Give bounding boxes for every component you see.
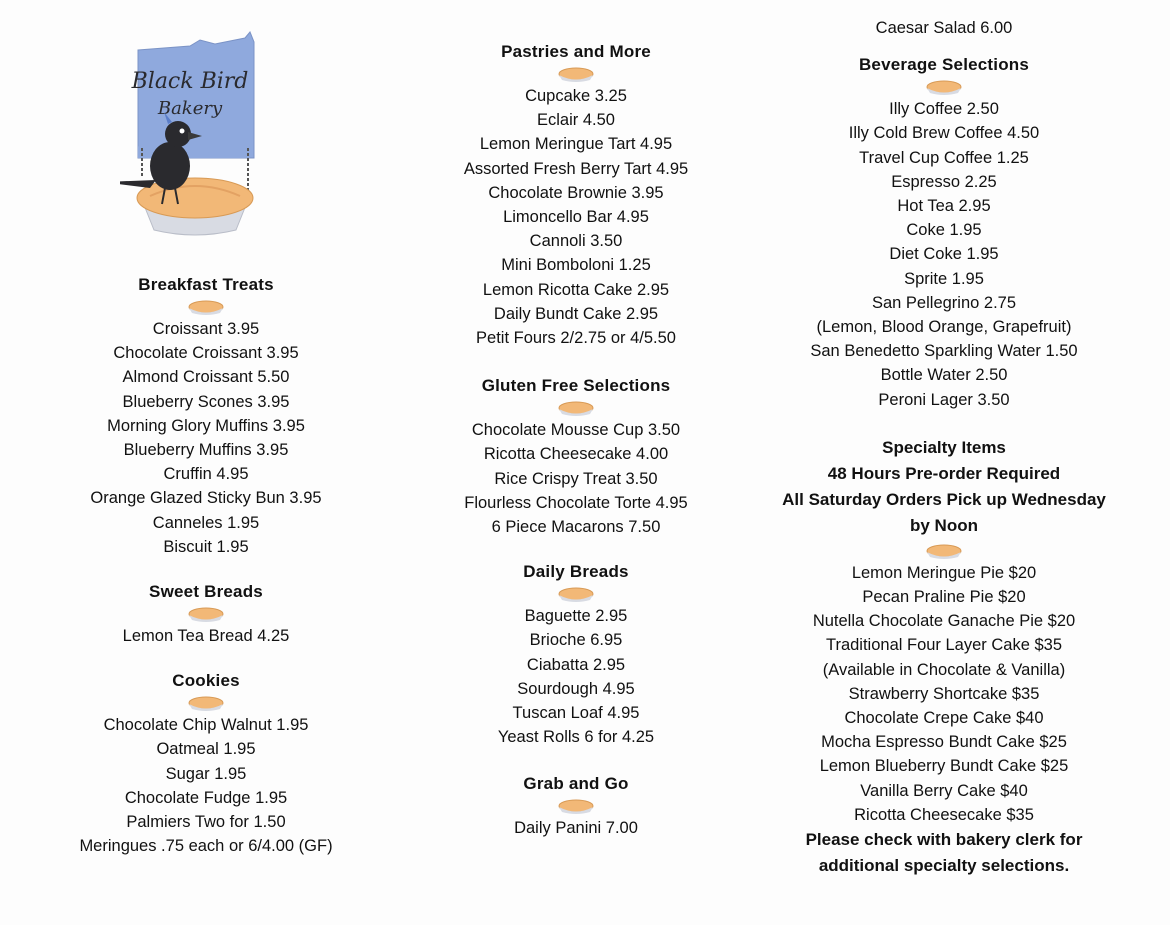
pie-icon <box>556 66 596 82</box>
cookie-item: Chocolate Chip Walnut 1.95 <box>103 716 309 735</box>
breakfast-heading: Breakfast Treats <box>138 275 274 294</box>
cookie-item: Meringues .75 each or 6/4.00 (GF) <box>79 837 333 856</box>
beverage-item: Diet Coke 1.95 <box>889 245 999 264</box>
pastry-item: Lemon Meringue Tart 4.95 <box>479 135 673 154</box>
pie-icon <box>924 543 964 559</box>
pie-icon <box>556 400 596 416</box>
breakfast-item: Blueberry Muffins 3.95 <box>123 441 289 460</box>
breakfast-item: Morning Glory Muffins 3.95 <box>107 416 305 435</box>
specialty-item: Traditional Four Layer Cake $35 <box>825 636 1062 655</box>
specialty-item: Lemon Blueberry Bundt Cake $25 <box>819 757 1069 776</box>
pastry-item: Lemon Ricotta Cake 2.95 <box>482 280 670 299</box>
beverage-item: Coke 1.95 <box>906 221 982 240</box>
specialty-item: Lemon Meringue Pie $20 <box>851 563 1037 582</box>
gluten-free-item: Ricotta Cheesecake 4.00 <box>483 445 669 464</box>
cookie-item: Oatmeal 1.95 <box>156 740 256 759</box>
beverage-item: Hot Tea 2.95 <box>897 197 991 216</box>
caesar-salad-item: Caesar Salad 6.00 <box>875 19 1013 37</box>
grab-and-go-item: Daily Panini 7.00 <box>514 819 638 838</box>
pie-icon <box>556 586 596 602</box>
left-column <box>40 0 372 858</box>
pastries-section <box>410 42 742 350</box>
blackbird-bakery-logo-icon <box>120 28 280 238</box>
daily-breads-heading: Daily Breads <box>523 562 629 582</box>
sweet-breads-section <box>40 582 372 648</box>
pie-icon <box>186 299 226 315</box>
gluten-free-item: Rice Crispy Treat 3.50 <box>494 469 658 488</box>
specialty-item: Nutella Chocolate Ganache Pie $20 <box>812 612 1076 631</box>
specialty-item: Ricotta Cheesecake $35 <box>854 805 1034 824</box>
beverage-item: Travel Cup Coffee 1.25 <box>859 148 1029 167</box>
middle-column <box>410 0 742 841</box>
beverage-item: Sprite 1.95 <box>904 269 984 288</box>
pastry-item: Cannoli 3.50 <box>529 232 623 251</box>
right-column <box>758 0 1130 879</box>
gluten-free-item: Chocolate Mousse Cup 3.50 <box>471 421 681 440</box>
specialty-heading: Specialty Items <box>882 437 1006 457</box>
cookie-item: Sugar 1.95 <box>165 764 247 783</box>
specialty-pickup-notice: All Saturday Orders Pick up Wednesday <box>782 489 1106 509</box>
pastry-item: Eclair 4.50 <box>537 111 615 130</box>
beverage-item: Illy Coffee 2.50 <box>889 100 999 119</box>
breakfast-item: Cruffin 4.95 <box>163 465 249 484</box>
daily-bread-item: Tuscan Loaf 4.95 <box>512 704 640 723</box>
cookies-section <box>40 671 372 858</box>
specialty-section <box>758 435 1130 879</box>
specialty-item: Mocha Espresso Bundt Cake $25 <box>821 733 1067 752</box>
beverage-item: San Benedetto Sparkling Water 1.50 <box>810 342 1078 361</box>
grab-and-go-heading: Grab and Go <box>523 774 629 794</box>
specialty-item: Vanilla Berry Cake $40 <box>860 781 1028 800</box>
cookies-heading: Cookies <box>172 671 240 691</box>
beverages-section <box>758 55 1130 412</box>
breakfast-item: Almond Croissant 5.50 <box>122 368 290 387</box>
beverage-item: Espresso 2.25 <box>891 172 997 191</box>
specialty-note: additional specialty selections. <box>818 856 1070 876</box>
beverage-item: Bottle Water 2.50 <box>880 366 1008 385</box>
bakery-logo <box>120 28 280 238</box>
gluten-free-item: 6 Piece Macarons 7.50 <box>491 518 661 537</box>
pastry-item: Assorted Fresh Berry Tart 4.95 <box>463 159 689 178</box>
pastry-item: Mini Bomboloni 1.25 <box>501 256 651 275</box>
specialty-item: Strawberry Shortcake $35 <box>848 684 1040 703</box>
sweet-breads-heading: Sweet Breads <box>149 582 263 602</box>
pie-icon <box>924 79 964 95</box>
pie-icon <box>186 606 226 622</box>
specialty-note: Please check with bakery clerk for <box>805 830 1083 850</box>
specialty-pickup-notice-cont: by Noon <box>910 515 978 535</box>
specialty-item: Chocolate Crepe Cake $40 <box>844 709 1044 728</box>
daily-bread-item: Yeast Rolls 6 for 4.25 <box>497 728 655 747</box>
beverages-heading: Beverage Selections <box>858 55 1030 75</box>
pastry-item: Chocolate Brownie 3.95 <box>488 183 664 202</box>
breakfast-item: Croissant 3.95 <box>152 320 260 338</box>
pastry-item: Petit Fours 2/2.75 or 4/5.50 <box>476 329 676 348</box>
svg-text:Bakery: Bakery <box>157 98 223 119</box>
beverage-item: San Pellegrino 2.75 <box>871 293 1017 312</box>
daily-bread-item: Ciabatta 2.95 <box>526 655 626 674</box>
specialty-item: (Available in Chocolate & Vanilla) <box>822 660 1066 679</box>
pastry-item: Cupcake 3.25 <box>525 87 627 105</box>
gluten-free-section <box>410 376 742 539</box>
beverage-item: (Lemon, Blood Orange, Grapefruit) <box>816 318 1072 337</box>
sweet-bread-item: Lemon Tea Bread 4.25 <box>122 627 290 646</box>
pastry-item: Limoncello Bar 4.95 <box>503 208 649 227</box>
specialty-preorder-notice: 48 Hours Pre-order Required <box>827 463 1061 483</box>
gluten-free-item: Flourless Chocolate Torte 4.95 <box>464 493 688 512</box>
pie-icon <box>556 798 596 814</box>
breakfast-item: Orange Glazed Sticky Bun 3.95 <box>90 489 322 508</box>
breakfast-item: Blueberry Scones 3.95 <box>122 392 290 411</box>
breakfast-item: Biscuit 1.95 <box>163 537 249 556</box>
pie-icon <box>186 695 226 711</box>
pastries-heading: Pastries and More <box>501 42 651 61</box>
grab-and-go-section <box>410 774 742 840</box>
breakfast-item: Chocolate Croissant 3.95 <box>113 344 299 363</box>
pastry-item: Daily Bundt Cake 2.95 <box>493 304 659 323</box>
breakfast-item: Canneles 1.95 <box>152 513 260 532</box>
beverage-item: Illy Cold Brew Coffee 4.50 <box>848 124 1040 143</box>
beverage-item: Peroni Lager 3.50 <box>878 390 1010 409</box>
cookie-item: Palmiers Two for 1.50 <box>126 813 286 832</box>
gluten-free-heading: Gluten Free Selections <box>481 376 671 396</box>
daily-bread-item: Brioche 6.95 <box>529 631 623 650</box>
breakfast-section <box>40 275 372 559</box>
specialty-item: Pecan Praline Pie $20 <box>862 588 1026 607</box>
daily-breads-section <box>410 562 742 749</box>
daily-bread-item: Sourdough 4.95 <box>517 679 635 698</box>
svg-text:Black Bird: Black Bird <box>131 69 249 94</box>
daily-bread-item: Baguette 2.95 <box>524 607 628 626</box>
cookie-item: Chocolate Fudge 1.95 <box>124 788 288 807</box>
